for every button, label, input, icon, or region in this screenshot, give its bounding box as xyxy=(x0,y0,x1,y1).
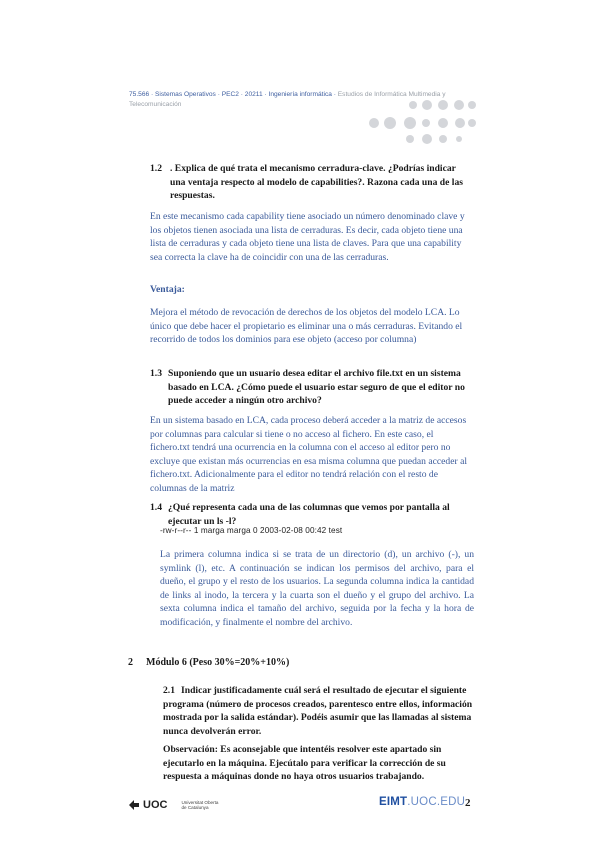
uoc-arrow-icon xyxy=(128,799,140,811)
page-number: 2 xyxy=(465,797,471,809)
header-studies: Estudios de Informática Multimedia y xyxy=(337,91,446,98)
section-number: 2 xyxy=(128,657,133,668)
question-number: 1.3 xyxy=(150,368,162,379)
question-text: Suponiendo que un usuario desea editar el archivo file.txt en un sistema basado en LCA. ¿Cómo puede el usuario estar seguro de que el editor no puede acceder a ningún otro archivo? xyxy=(168,368,465,407)
question-text: Indicar justificadamente cuál será el resultado de ejecutar el siguiente programa (número de procesos creados, parentesco entre ellos, información mostrada por la salida estándar). Podéis asumir que las llamadas al sistema nunca devolverán error. xyxy=(163,685,473,737)
eimt-bold: EIMT xyxy=(379,796,408,808)
question-1-3 xyxy=(150,367,472,408)
answer-1-3: En un sistema basado en LCA, cada proceso deberá acceder a la matriz de accesos por columnas para calcular si tiene o no acceso al fichero. En este caso, el fichero.txt tendrá una ocurrencia en la columna con el acceso al editor pero no excluye que existan más ocurrencias en esa misma columna que puedan acceder al fichero.txt. Adicionalmente para el editor no tendrá relación con el resto de columnas de la matriz xyxy=(150,415,467,494)
answer-1-4: La primera columna indica si se trata de un directorio (d), un archivo (-), un symlink (l), etc. A continuación se indican los permisos del archivo, para el dueño, el grupo y el resto de los usuarios. La segunda columna indica la cantidad de links al inodo, la tercera y la cuarta son el dueño y el grupo del archivo. La sexta columna indica el tamaño del archivo, seguida por la fecha y la hora de modificación, y finalmente el nombre del archivo. xyxy=(160,549,474,628)
observation-note: Observación: Es aconsejable que intentéis resolver este apartado sin ejecutarlo en la máquina. Ejecútalo para verificar la corrección de su respuesta a máquinas donde no haya otros usuarios trabajando. xyxy=(163,744,446,783)
section-title: Módulo 6 (Peso 30%=20%+10%) xyxy=(146,657,290,668)
question-number: 1.2 xyxy=(150,163,162,174)
question-number: 2.1 xyxy=(163,685,175,696)
eimt-domain: .UOC.EDU xyxy=(407,796,466,808)
answer-1-2-ventaja: Mejora el método de revocación de derechos de los objetos del modelo LCA. Lo único que debe hacer el propietario es eliminar una o más cerraduras. Evitando el recorrido de todos los dominios para ese objeto (acceso por columna) xyxy=(150,307,463,346)
university-name-line2: de Catalunya xyxy=(181,805,209,810)
ventaja-label: Ventaja: xyxy=(150,284,185,295)
question-text: ¿Qué representa cada una de las columnas que vemos por pantalla al ejecutar un ls -l? xyxy=(168,502,450,527)
university-name-line1: Universitat Oberta xyxy=(181,799,219,805)
answer-1-2: En este mecanismo cada capability tiene asociado un número denominado clave y los objetos tienen asociada una lista de cerraduras. Es decir, cada objeto tiene una lista de cerraduras y cada objeto tiene una lista de claves. Para que una capability sea correcta la clave ha de coincidir con una de las cerraduras. xyxy=(150,211,465,263)
uoc-logo xyxy=(128,797,241,813)
header-course: 75.566 · Sistemas Operativos · PEC2 · 20211 · Ingeniería informática · xyxy=(129,91,338,98)
decorative-dots xyxy=(368,97,478,147)
uoc-wordmark: UOC xyxy=(143,799,168,811)
question-number: 1.4 xyxy=(150,502,162,513)
university-name xyxy=(181,800,241,811)
question-text: . Explica de qué trata el mecanismo cerradura-clave. ¿Podrías indicar una ventaja respecto al modelo de capabilities?. Razona cada una de las respuestas. xyxy=(170,163,463,202)
header-studies-cont: Telecomunicación xyxy=(129,101,182,108)
question-2-1 xyxy=(163,684,473,738)
ls-listing: -rw-r--r-- 1 marga marga 0 2003-02-08 00:42 test xyxy=(160,526,343,535)
eimt-logo xyxy=(379,796,465,808)
question-1-2 xyxy=(150,162,468,203)
section-heading xyxy=(128,657,289,668)
